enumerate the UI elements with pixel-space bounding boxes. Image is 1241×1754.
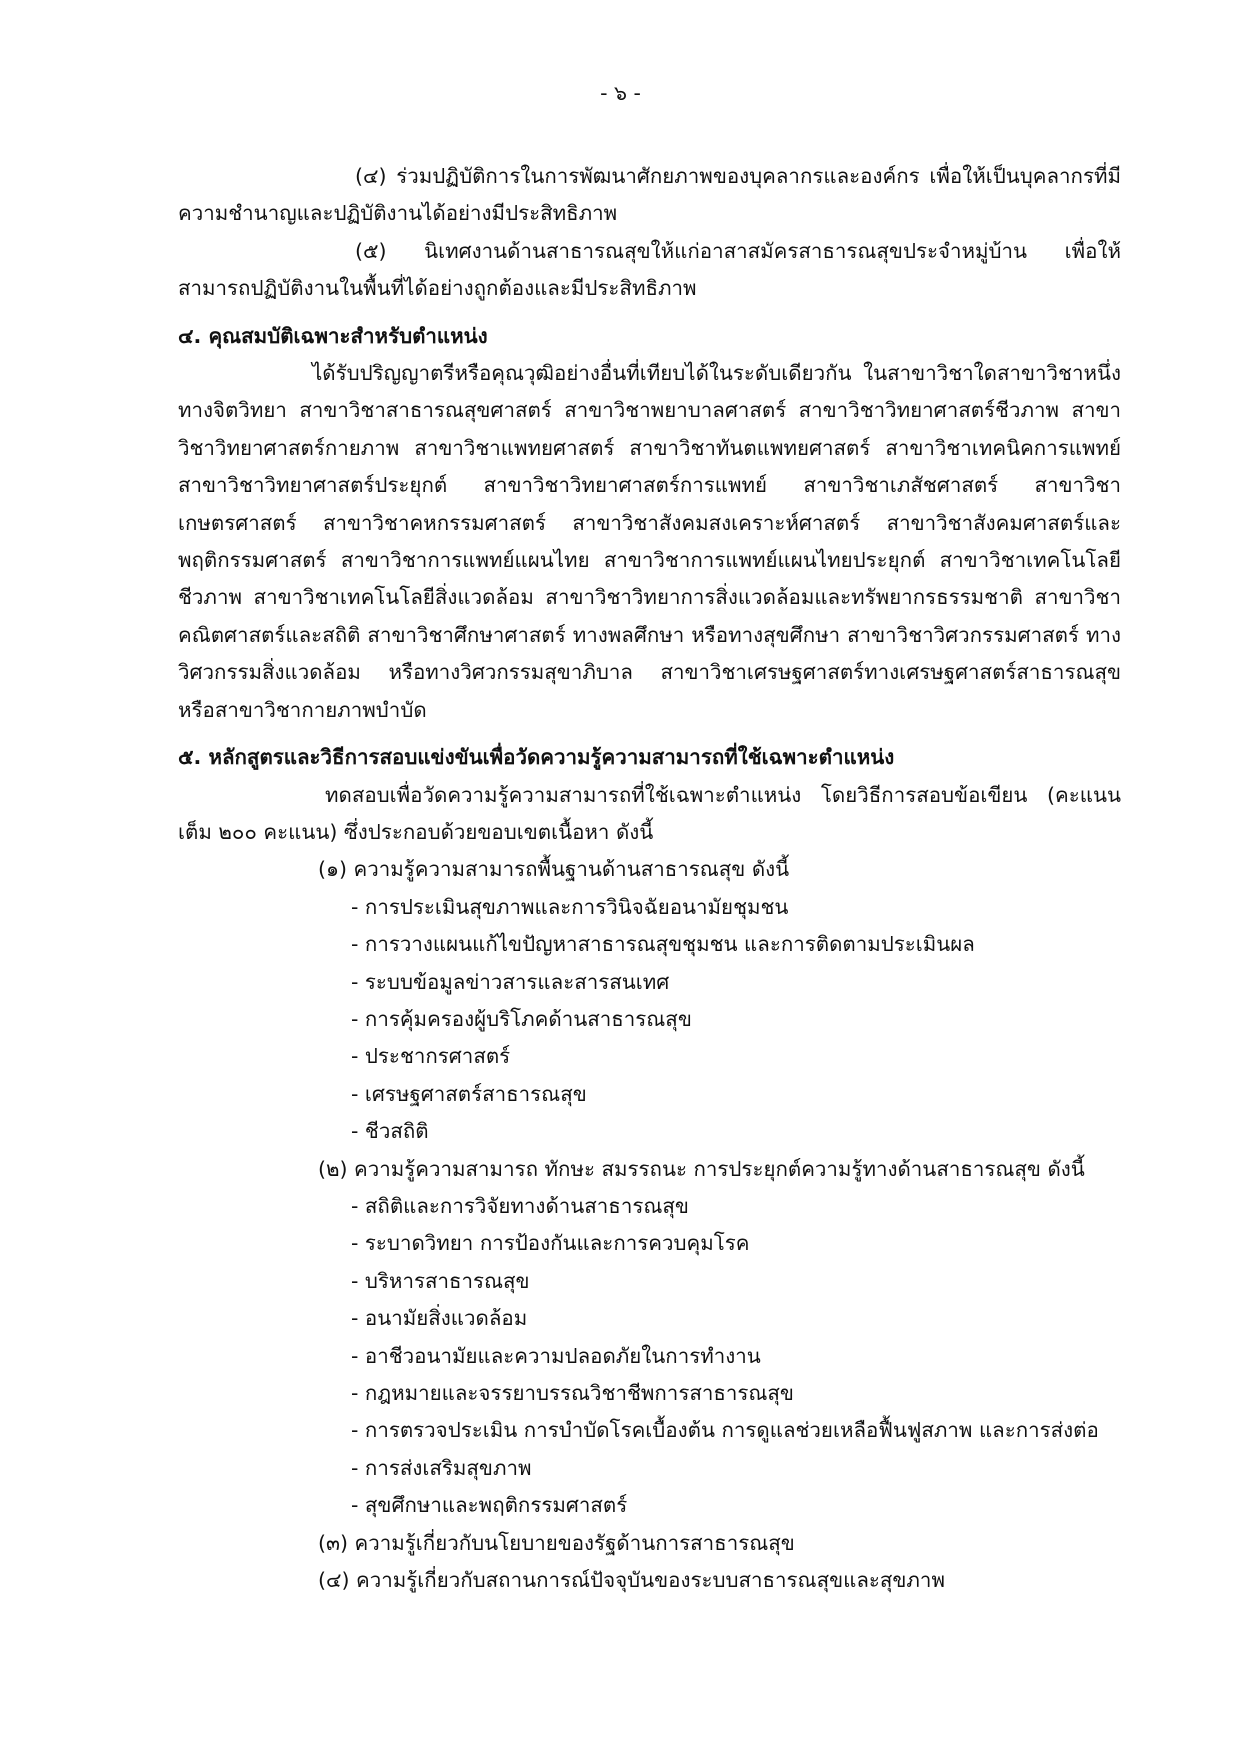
topic-item: - สถิติและการวิจัยทางด้านสาธารณสุข	[351, 1193, 689, 1218]
topic-item: - ระบบข้อมูลข่าวสารและสารสนเทศ	[351, 969, 670, 994]
page-number: - ๖ -	[600, 81, 641, 105]
topic-item: - ระบาดวิทยา การป้องกันและการควบคุมโรค	[351, 1231, 750, 1256]
topic-item: - กฎหมายและจรรยาบรรณวิชาชีพการสาธารณสุข	[351, 1381, 794, 1405]
topic-item: - การประเมินสุขภาพและการวินิจฉัยอนามัยชุมชน	[351, 894, 789, 919]
topic-group-title: (๒) ความรู้ความสามารถ ทักษะ สมรรถนะ การประยุกต์ความรู้ทางด้านสาธารณสุข ดังนี้	[318, 1156, 1085, 1181]
section-4-heading: ๔. คุณสมบัติเฉพาะสำหรับตำแหน่ง	[178, 323, 488, 348]
topic-item: - การตรวจประเมิน การบำบัดโรคเบื้องต้น การดูแลช่วยเหลือฟื้นฟูสภาพ และการส่งต่อ	[351, 1418, 1099, 1443]
section-4-body: ได้รับปริญญาตรีหรือคุณวุฒิอย่างอื่นที่เทียบได้ในระดับเดียวกัน ในสาขาวิชาใดสาขาวิชาหนึ่ง ทางจิตวิทยา สาขาวิชาสาธารณสุขศาสตร์ สาขาวิชาพยาบาลศาสตร์ สาขาวิชาวิทยาศาสตร์ชีวภาพ สาขาวิชาวิทยาศาสตร์กายภาพ สาขาวิชาแพทยศาสตร์ สาขาวิชาทันตแพทยศาสตร์ สาขาวิชาเทคนิคการแพทย์ สาขาวิชาวิทยาศาสตร์ประยุกต์ สาขาวิชาวิทยาศาสตร์การแพทย์ สาขาวิชาเภสัชศาสตร์ สาขาวิชาเกษตรศาสตร์ สาขาวิชาคหกรรมศาสตร์ สาขาวิชาสังคมสงเคราะห์ศาสตร์ สาขาวิชาสังคมศาสตร์และพฤติกรรมศาสตร์ สาขาวิชาการแพทย์แผนไทย สาขาวิชาการแพทย์แผนไทยประยุกต์ สาขาวิชาเทคโนโลยีชีวภาพ สาขาวิชาเทคโนโลยีสิ่งแวดล้อม สาขาวิชาวิทยาการสิ่งแวดล้อมและทรัพยากรธรรมชาติ สาขาวิชาคณิตศาสตร์และสถิติ สาขาวิชาศึกษาศาสตร์ ทางพลศึกษา หรือทางสุขศึกษา สาขาวิชาวิศวกรรมศาสตร์ ทางวิศวกรรมสิ่งแวดล้อม หรือทางวิศวกรรมสุขาภิบาล สาขาวิชาเศรษฐศาสตร์ทางเศรษฐศาสตร์สาธารณสุข หรือสาขาวิชากายภาพบำบัด	[178, 361, 1121, 722]
topic-item: - เศรษฐศาสตร์สาธารณสุข	[351, 1081, 587, 1106]
topic-group-2	[178, 1151, 1121, 1525]
topic-group-1	[178, 851, 1121, 1150]
topic-item: - ประชากรศาสตร์	[351, 1044, 511, 1069]
topic-item: - บริหารสาธารณสุข	[351, 1268, 530, 1293]
section-5-body: ทดสอบเพื่อวัดความรู้ความสามารถที่ใช้เฉพาะตำแหน่ง โดยวิธีการสอบข้อเขียน (คะแนนเต็ม ๒๐๐ คะแนน) ซึ่งประกอบด้วยขอบเขตเนื้อหา ดังนี้	[178, 782, 1121, 844]
topic-item: - สุขศึกษาและพฤติกรรมศาสตร์	[351, 1493, 628, 1518]
topic-item: - อนามัยสิ่งแวดล้อม	[351, 1306, 528, 1331]
topic-item: - การคุ้มครองผู้บริโภคด้านสาธารณสุข	[351, 1006, 692, 1031]
section-5-heading: ๕. หลักสูตรและวิธีการสอบแข่งขันเพื่อวัดความรู้ความสามารถที่ใช้เฉพาะตำแหน่ง	[178, 745, 895, 770]
topic-item: - อาชีวอนามัยและความปลอดภัยในการทำงาน	[351, 1343, 761, 1368]
duty-item-4: (๔) ร่วมปฏิบัติการในการพัฒนาศักยภาพของบุคลากรและองค์กร เพื่อให้เป็นบุคลากรที่มีความชำนาญและปฏิบัติงานได้อย่างมีประสิทธิภาพ	[178, 164, 1121, 226]
topic-group-4-title: (๔) ความรู้เกี่ยวกับสถานการณ์ปัจจุบันของระบบสาธารณสุขและสุขภาพ	[318, 1568, 945, 1593]
topic-group-title: (๑) ความรู้ความสามารถพื้นฐานด้านสาธารณสุข ดังนี้	[318, 857, 790, 882]
topic-item: - การวางแผนแก้ไขปัญหาสาธารณสุขชุมชน และการติดตามประเมินผล	[351, 932, 975, 957]
topic-item: - ชีวสถิติ	[351, 1119, 429, 1144]
document-body	[178, 158, 1121, 1599]
topic-item: - การส่งเสริมสุขภาพ	[351, 1455, 532, 1480]
duty-item-5: (๕) นิเทศงานด้านสาธารณสุขให้แก่อาสาสมัครสาธารณสุขประจำหมู่บ้าน เพื่อให้สามารถปฏิบัติงานในพื้นที่ได้อย่างถูกต้องและมีประสิทธิภาพ	[178, 238, 1121, 301]
topic-group-3-title: (๓) ความรู้เกี่ยวกับนโยบายของรัฐด้านการสาธารณสุข	[318, 1530, 795, 1555]
